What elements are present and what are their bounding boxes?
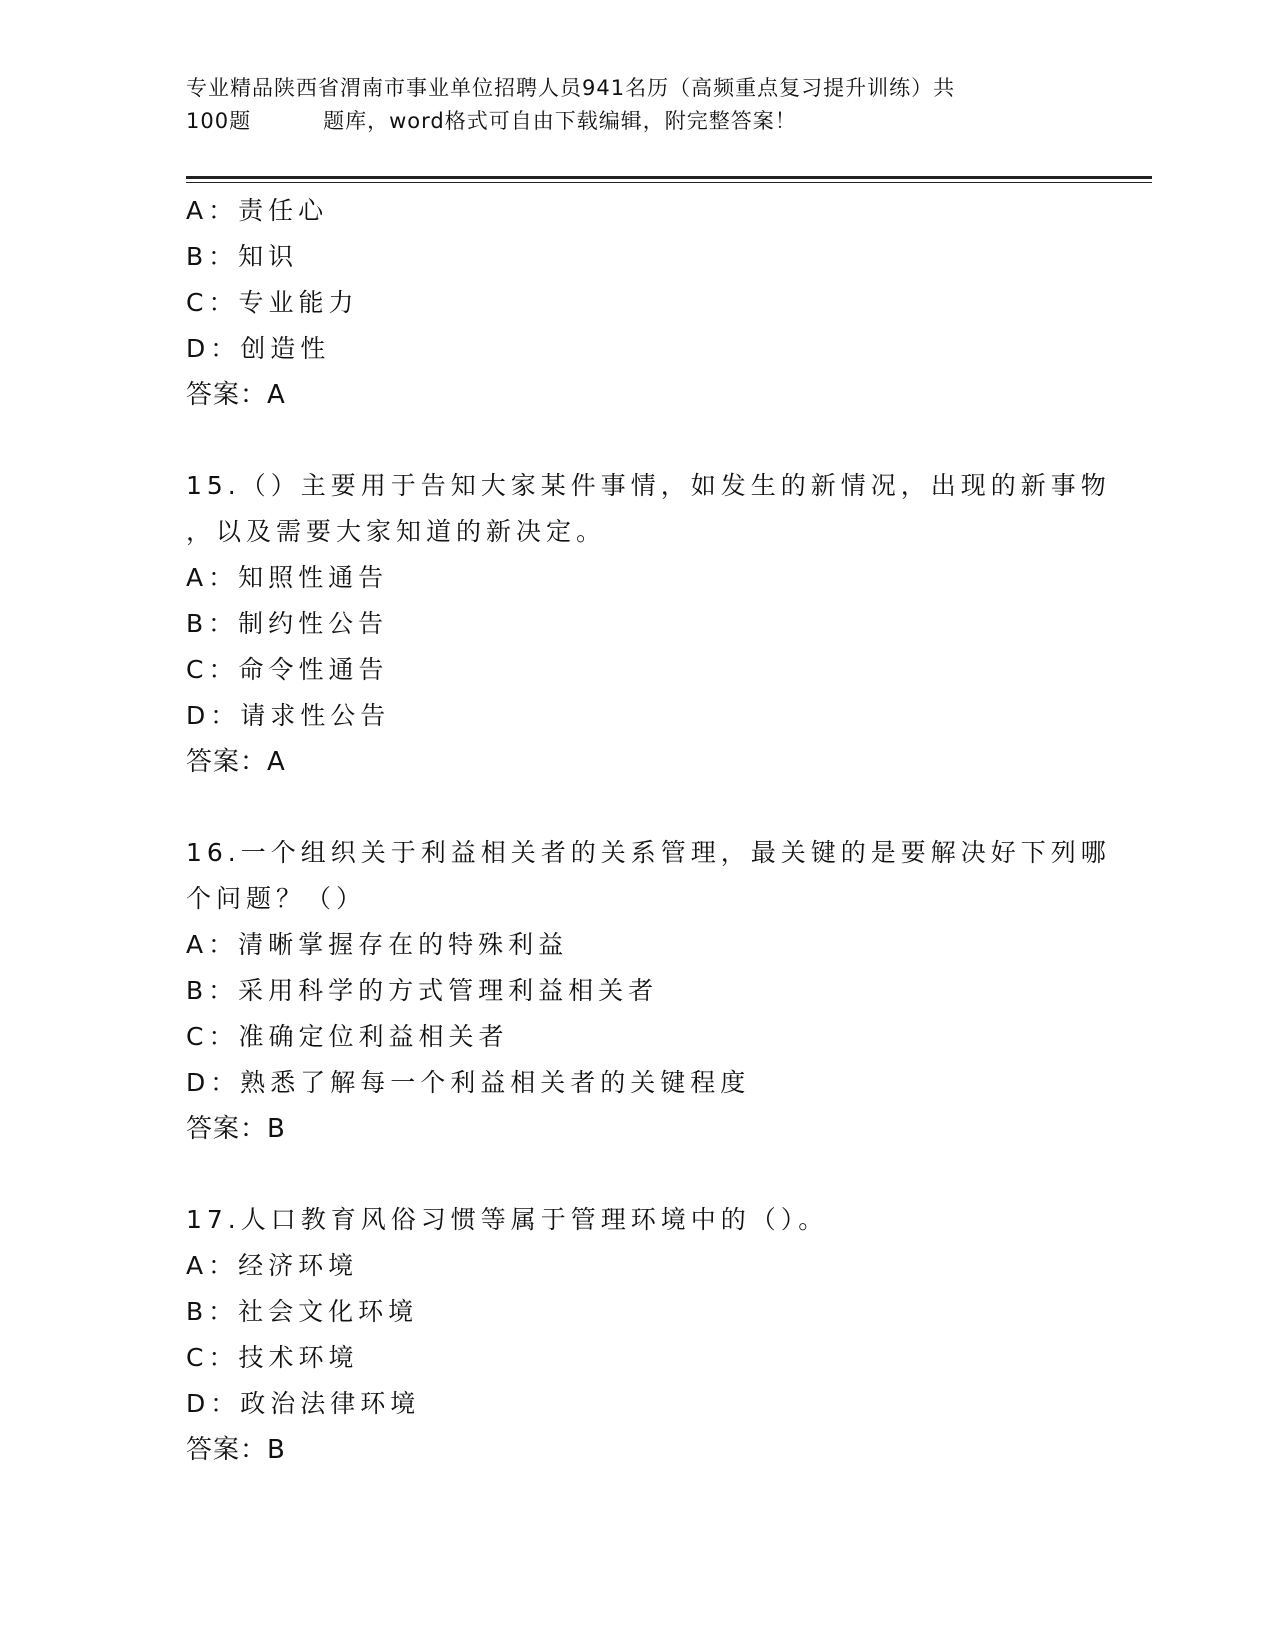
block-spacer <box>186 418 1086 463</box>
option-a: A：清晰掌握存在的特殊利益 <box>186 930 569 959</box>
question-text <box>186 830 1111 922</box>
question-list <box>186 188 1111 1473</box>
question-text <box>186 463 1111 555</box>
header-rule-thin <box>186 182 1152 183</box>
question-block-15 <box>186 463 1111 785</box>
question-block-17 <box>186 1197 1086 1473</box>
option-c: C：专业能力 <box>186 288 359 317</box>
document-header <box>186 72 1086 138</box>
header-title-line-1: 专业精品陕西省渭南市事业单位招聘人员941名历（高频重点复习提升训练）共 <box>186 76 956 100</box>
block-spacer <box>186 785 1086 830</box>
answer-line: 答案：A <box>186 747 286 777</box>
option-a: A：责任心 <box>186 196 329 225</box>
option-d: D：创造性 <box>186 334 331 363</box>
question-text-line-2: 个问题？（） <box>186 884 367 913</box>
option-c: C：命令性通告 <box>186 655 389 684</box>
option-b: B：知识 <box>186 242 299 271</box>
question-text-line-1: 17.人口教育风俗习惯等属于管理环境中的（）。 <box>186 1205 829 1234</box>
option-b: B：采用科学的方式管理利益相关者 <box>186 976 659 1005</box>
question-text-line-1: 15.（）主要用于告知大家某件事情，如发生的新情况，出现的新事物 <box>186 471 1111 500</box>
option-d: D：请求性公告 <box>186 701 391 730</box>
answer-line: 答案：B <box>186 1114 286 1144</box>
option-d: D：政治法律环境 <box>186 1389 421 1418</box>
option-d: D：熟悉了解每一个利益相关者的关键程度 <box>186 1068 751 1097</box>
question-text-line-2: ，以及需要大家知道的新决定。 <box>186 517 607 546</box>
question-block-16 <box>186 830 1111 1152</box>
header-description: 题库，word格式可自由下载编辑，附完整答案！ <box>323 109 797 133</box>
option-c: C：技术环境 <box>186 1343 359 1372</box>
answer-line: 答案：A <box>186 380 286 410</box>
header-rule-thick <box>186 176 1152 179</box>
option-b: B：制约性公告 <box>186 609 389 638</box>
option-a: A：知照性通告 <box>186 563 389 592</box>
answer-line: 答案：B <box>186 1435 286 1465</box>
option-b: B：社会文化环境 <box>186 1297 419 1326</box>
question-text <box>186 1197 1086 1243</box>
option-a: A：经济环境 <box>186 1251 359 1280</box>
question-block-14 <box>186 188 1086 418</box>
header-title-line-2 <box>186 105 1086 138</box>
question-text-line-1: 16.一个组织关于利益相关者的关系管理，最关键的是要解决好下列哪 <box>186 838 1111 867</box>
header-question-count: 100题 <box>186 109 252 133</box>
option-c: C：准确定位利益相关者 <box>186 1022 509 1051</box>
block-spacer <box>186 1152 1086 1197</box>
